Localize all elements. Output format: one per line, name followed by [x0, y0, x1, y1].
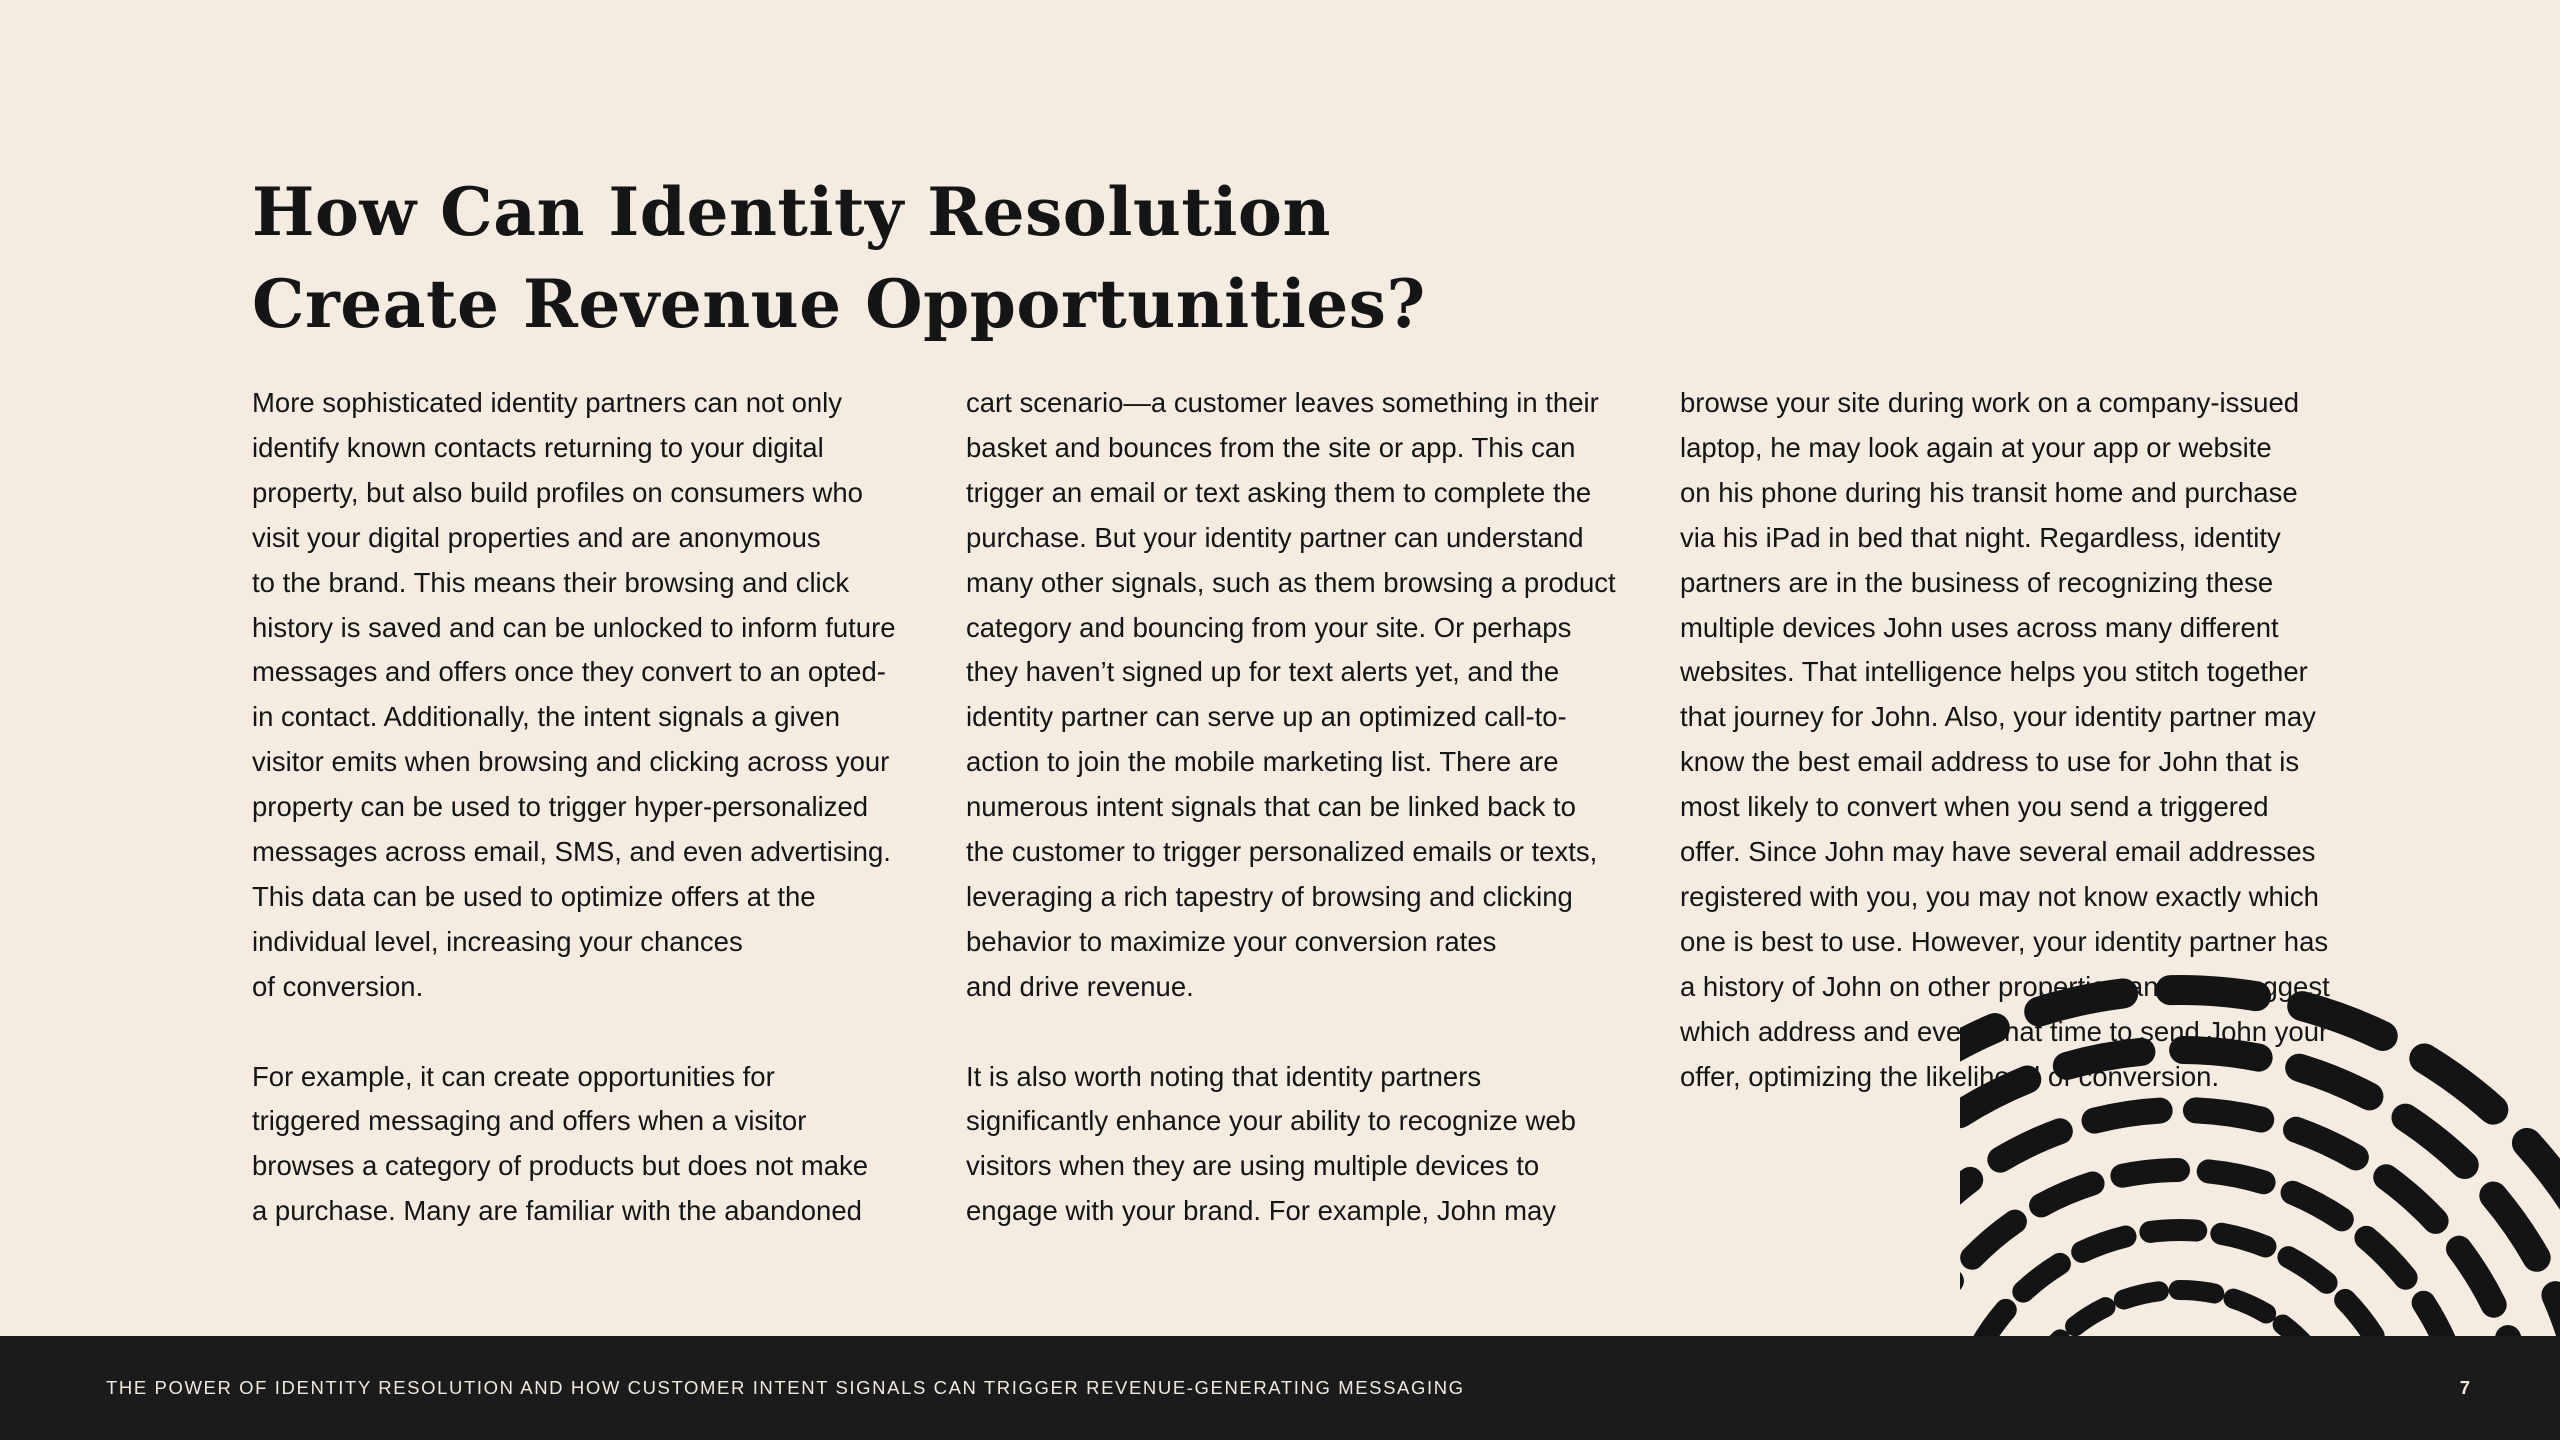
text-line: in contact. Additionally, the intent signals a given — [252, 701, 841, 733]
text-line: which address and even what time to send John your — [1680, 1015, 2329, 1047]
page-title-line-2: Create Revenue Opportunities? — [252, 265, 1426, 343]
text-line: messages and offers once they convert to an opted- — [252, 656, 886, 688]
page-number: 7 — [2459, 1377, 2470, 1398]
text-line: leveraging a rich tapestry of browsing and clicking — [966, 880, 1573, 912]
text-column-2 — [966, 381, 1616, 1234]
text-line: via his iPad in bed that night. Regardless, identity — [1680, 521, 2281, 553]
text-line: they haven’t signed up for text alerts yet, and the — [966, 656, 1560, 688]
text-line: offer. Since John may have several email addresses — [1680, 836, 2316, 868]
text-line: that journey for John. Also, your identity partner may — [1680, 701, 2316, 733]
text-line: numerous intent signals that can be linked back to — [966, 791, 1576, 823]
text-line: cart scenario—a customer leaves something in their — [966, 387, 1599, 418]
text-line: trigger an email or text asking them to complete the — [966, 476, 1592, 508]
text-line: property, but also build profiles on consumers who — [252, 476, 863, 508]
text-line: of conversion. — [252, 970, 424, 1002]
arc-stripe — [1960, 1170, 2460, 1340]
text-line: More sophisticated identity partners can not only — [252, 387, 843, 418]
arc-stripe — [2020, 1290, 2344, 1340]
text-line: on his phone during his transit home and purchase — [1680, 476, 2298, 508]
text-line: individual level, increasing your chances — [252, 925, 743, 957]
text-line: purchase. But your identity partner can understand — [966, 521, 1584, 553]
text-line: visitor emits when browsing and clicking across your — [252, 746, 890, 778]
text-line: laptop, he may look again at your app or website — [1680, 431, 2272, 463]
page-title-line-1: How Can Identity Resolution — [252, 173, 1331, 251]
text-line: partners are in the business of recognizing these — [1680, 566, 2274, 598]
text-line: websites. That intelligence helps you stitch together — [1680, 656, 2308, 688]
text-line: identity partner can serve up an optimized call-to- — [966, 701, 1567, 733]
text-line: behavior to maximize your conversion rates — [966, 925, 1497, 957]
text-line: property can be used to trigger hyper-personalized — [252, 791, 869, 823]
decorative-arc-stripes — [1960, 900, 2560, 1340]
text-line: the customer to trigger personalized emails or texts, — [966, 836, 1598, 868]
text-line: For example, it can create opportunities for — [252, 1060, 775, 1092]
text-line: This data can be used to optimize offers at the — [252, 880, 816, 912]
page-title — [252, 166, 1426, 350]
text-line: engage with your brand. For example, John may — [966, 1195, 1557, 1227]
text-line: to the brand. This means their browsing and click — [252, 566, 850, 598]
text-line: know the best email address to use for John that is — [1680, 746, 2300, 778]
text-line: browse your site during work on a company-issued — [1680, 387, 2300, 418]
text-line: offer, optimizing the likelihood of conversion. — [1680, 1060, 2220, 1092]
text-line: identify known contacts returning to your digital — [252, 431, 824, 463]
text-line: action to join the mobile marketing list. There are — [966, 746, 1559, 778]
text-line: messages across email, SMS, and even advertising. — [252, 836, 891, 868]
text-line: multiple devices John uses across many different — [1680, 611, 2279, 643]
arc-stripe-group — [1960, 990, 2560, 1340]
text-line: basket and bounces from the site or app. This can — [966, 431, 1576, 463]
text-line: visit your digital properties and are anonymous — [252, 521, 821, 553]
text-column-1 — [252, 381, 896, 1234]
text-line: registered with you, you may not know exactly which — [1680, 880, 2319, 912]
paragraph — [966, 381, 1616, 1010]
text-line: one is best to use. However, your identity partner has — [1680, 925, 2329, 957]
paragraph — [966, 1055, 1616, 1235]
text-line: many other signals, such as them browsing a product — [966, 566, 1616, 598]
text-line: It is also worth noting that identity partners — [966, 1060, 1482, 1092]
text-line: a history of John on other properties and can suggest — [1680, 970, 2330, 1002]
text-line: triggered messaging and offers when a visitor — [252, 1105, 807, 1137]
paragraph — [252, 1055, 896, 1235]
text-line: and drive revenue. — [966, 970, 1194, 1002]
paragraph — [252, 381, 896, 1010]
text-line: significantly enhance your ability to recognize web — [966, 1105, 1576, 1137]
text-line: category and bouncing from your site. Or perhaps — [966, 611, 1572, 643]
footer-title: THE POWER OF IDENTITY RESOLUTION AND HOW CUSTOMER INTENT SIGNALS CAN TRIGGER REVENUE-GENERATING MESSAGING — [106, 1377, 1465, 1398]
text-line: history is saved and can be unlocked to inform future — [252, 611, 896, 643]
text-line: a purchase. Many are familiar with the abandoned — [252, 1195, 862, 1227]
text-line: browses a category of products but does not make — [252, 1150, 869, 1182]
text-line: most likely to convert when you send a triggered — [1680, 791, 2269, 823]
text-line: visitors when they are using multiple devices to — [966, 1150, 1540, 1182]
